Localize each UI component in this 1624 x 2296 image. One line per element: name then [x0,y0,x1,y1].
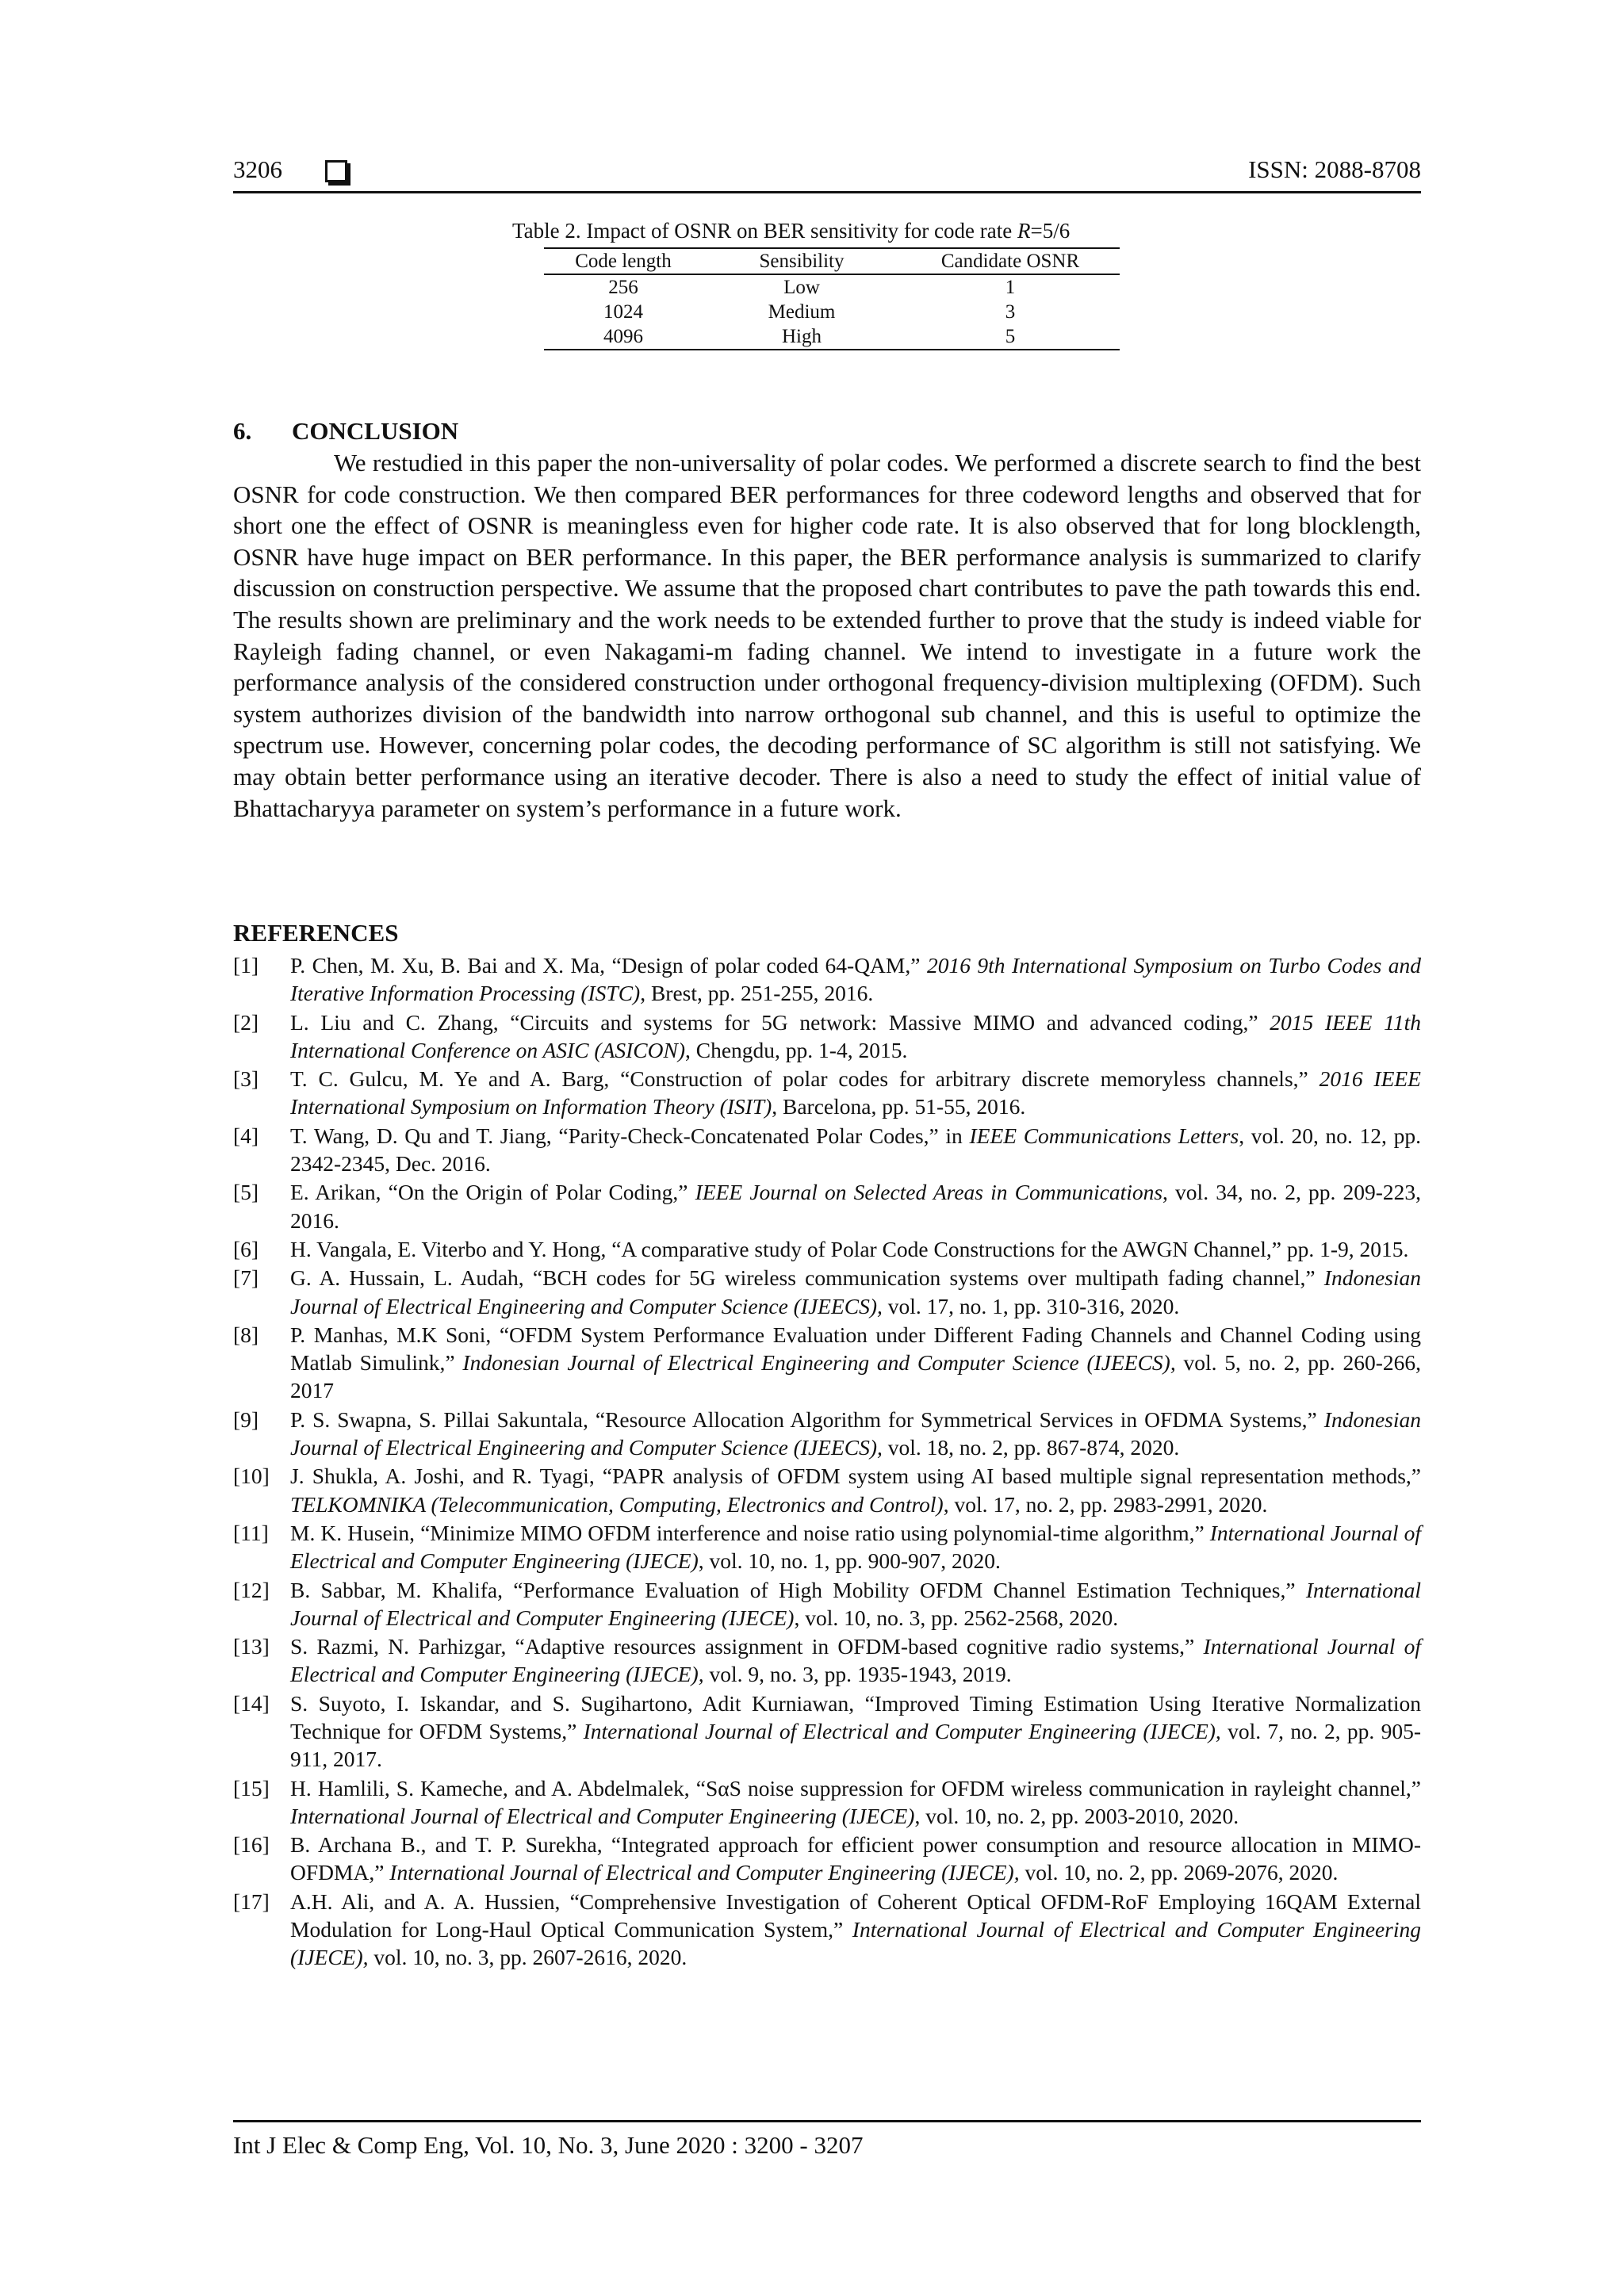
reference-item [233,1235,1421,1263]
table-cell: 1 [1005,276,1016,298]
table-row [544,300,1120,324]
reference-item [233,1122,1421,1177]
reference-index: [2] [233,1009,259,1035]
reference-item [233,1831,1421,1886]
reference-text: B. Sabbar, M. Khalifa, “Performance Evaluation of High Mobility OFDM Channel Estimation Techniques,” [290,1577,1306,1602]
reference-item [233,1065,1421,1120]
reference-item [233,1264,1421,1319]
reference-text: J. Shukla, A. Joshi, and R. Tyagi, “PAPR analysis of OFDM system using AI based multiple signal representation methods,” [290,1464,1421,1489]
reference-venue: TELKOMNIKA (Telecommunication, Computing, Electronics and Control) [290,1491,944,1517]
reference-details: , Chengdu, pp. 1-4, 2015. [684,1037,908,1062]
reference-venue: International Journal of Electrical and Computer Engineering (IJECE) [290,1577,1421,1630]
reference-index: [16] [233,1832,270,1858]
table-cell: 3 [1005,300,1016,323]
reference-text: B. Archana B., and T. P. Surekha, “Integrated approach for efficient power consumption and resource allocation in MIMO-OFDMA,” [290,1832,1421,1885]
reference-details: , vol. 34, no. 2, pp. 209-223, 2016. [290,1180,1421,1233]
reference-index: [5] [233,1180,259,1205]
reference-text: M. K. Husein, “Minimize MIMO OFDM interference and noise ratio using polynomial-time algorithm,” [290,1520,1210,1545]
page-number: 3206 [233,155,282,183]
reference-venue: International Journal of Electrical and Computer Engineering (IJECE), [389,1860,1020,1885]
reference-index: [1] [233,953,259,978]
reference-venue: 2016 IEEE International Symposium on Information Theory (ISIT) [290,1066,1421,1119]
reference-index: [12] [233,1577,270,1602]
reference-text: P. Chen, M. Xu, B. Bai and X. Ma, “Design of polar coded 64-QAM,” [290,953,927,978]
reference-venue: Indonesian Journal of Electrical Engineering and Computer Science (IJEECS), [290,1265,1421,1318]
reference-item [233,1519,1421,1575]
reference-venue: 2016 9th International Symposium on Turbo Codes and Iterative Information Processing (ISTC) [290,953,1421,1006]
reference-index: [13] [233,1634,270,1659]
table-header-cell: Candidate OSNR [901,248,1120,274]
reference-item [233,1321,1421,1405]
reference-details: vol. 9, no. 3, pp. 1935-1943, 2019. [703,1662,1012,1687]
header-square-icon [325,160,347,182]
reference-details: vol. 18, no. 2, pp. 867-874, 2020. [882,1434,1180,1460]
reference-venue: International Journal of Electrical and Computer Engineering (IJECE), [290,1916,1421,1970]
reference-index: [17] [233,1888,270,1914]
reference-text: H. Vangala, E. Viterbo and Y. Hong, “A comparative study of Polar Code Constructions for the AWGN Channel,” pp. 1-9, 2015. [290,1236,1409,1261]
table-header-cell: Code length [544,248,703,274]
table-row [544,274,1120,300]
issn-label: ISSN: 2088-8708 [1248,155,1421,183]
table-row [544,324,1120,350]
reference-item [233,951,1421,1007]
reference-venue: International Journal of Electrical and Computer Engineering (IJECE) [290,1803,915,1828]
reference-details: , vol. 10, no. 2, pp. 2003-2010, 2020. [914,1803,1239,1828]
reference-item [233,1576,1421,1632]
reference-index: [8] [233,1322,259,1347]
reference-index: [11] [233,1520,269,1545]
reference-details: , Barcelona, pp. 51-55, 2016. [772,1094,1026,1119]
reference-index: [6] [233,1236,259,1261]
section-title: CONCLUSION [292,417,459,445]
reference-text: H. Hamlili, S. Kameche, and A. Abdelmalek, “SαS noise suppression for OFDM wireless communication in rayleight channel,” [290,1775,1421,1800]
reference-index: [7] [233,1265,259,1291]
table-cell: Low [783,276,820,298]
page-header [233,155,1421,190]
reference-item [233,1632,1421,1688]
reference-index: [14] [233,1690,270,1716]
reference-details: vol. 10, no. 2, pp. 2069-2076, 2020. [1019,1860,1339,1885]
reference-text: E. Arikan, “On the Origin of Polar Coding,” [290,1180,695,1205]
reference-venue: International Journal of Electrical and Computer Engineering (IJECE), [583,1718,1221,1743]
reference-details: , vol. 10, no. 3, pp. 2562-2568, 2020. [794,1605,1119,1630]
table-cell: 1024 [603,300,643,323]
table-cell: 5 [901,324,1120,350]
reference-index: [15] [233,1775,270,1800]
reference-venue: IEEE Journal on Selected Areas in Communications [695,1180,1163,1205]
section-number: 6. [233,417,252,445]
reference-details: vol. 5, no. 2, pp. 260-266, 2017 [290,1350,1421,1403]
reference-text: S. Razmi, N. Parhizgar, “Adaptive resources assignment in OFDM-based cognitive radio systems,” [290,1634,1204,1659]
reference-index: [9] [233,1406,259,1432]
table-caption: Table 2. Impact of OSNR on BER sensitivity for code rate R=5/6 [512,219,1071,243]
reference-details: vol. 17, no. 1, pp. 310-316, 2020. [882,1293,1180,1318]
reference-item [233,1888,1421,1972]
reference-details: , vol. 10, no. 1, pp. 900-907, 2020. [698,1548,1001,1574]
reference-details: , Brest, pp. 251-255, 2016. [640,981,874,1006]
reference-item [233,1008,1421,1064]
reference-venue: International Journal of Electrical and Computer Engineering (IJECE) [290,1520,1421,1574]
reference-text: T. C. Gulcu, M. Ye and A. Barg, “Construction of polar codes for arbitrary discrete memoryless channels,” [290,1066,1320,1092]
table-cell: 256 [608,276,638,298]
reference-text: S. Suyoto, I. Iskandar, and S. Sugihartono, Adit Kurniawan, “Improved Timing Estimation Using Iterative Normalization Technique for OFDM Systems,” [290,1690,1421,1743]
reference-text: T. Wang, D. Qu and T. Jiang, “Parity-Check-Concatenated Polar Codes,” in [290,1123,970,1148]
reference-text: G. A. Hussain, L. Audah, “BCH codes for 5G wireless communication systems over multipath fading channel,” [290,1265,1324,1291]
table-cell: 4096 [544,324,703,350]
reference-text: P. Manhas, M.K Soni, “OFDM System Performance Evaluation under Different Fading Channels and Channel Coding using Matlab Simulink,” [290,1322,1421,1376]
reference-venue: 2015 IEEE 11th International Conference on ASIC (ASICON) [290,1009,1421,1062]
reference-venue: Indonesian Journal of Electrical Engineering and Computer Science (IJEECS), [290,1406,1421,1460]
reference-details: vol. 7, no. 2, pp. 905-911, 2017. [290,1718,1421,1772]
reference-text: P. S. Swapna, S. Pillai Sakuntala, “Resource Allocation Algorithm for Symmetrical Services in OFDMA Systems,” [290,1406,1324,1432]
table-cell: High [703,324,901,350]
table-cell: Medium [768,300,836,323]
reference-index: [10] [233,1464,270,1489]
reference-details: , vol. 17, no. 2, pp. 2983-2991, 2020. [943,1491,1268,1517]
page-footer: Int J Elec & Comp Eng, Vol. 10, No. 3, June 2020 : 3200 - 3207 [233,2131,864,2159]
reference-item [233,1406,1421,1461]
conclusion-paragraph: We restudied in this paper the non-universality of polar codes. We performed a discrete search to find the best OSNR for code construction. We then compared BER performances for three codeword lengths and observed that for short one the effect of OSNR is meaningless even for higher code rate. It is also observed that for long blocklength, OSNR have huge impact on BER performance. In this paper, the BER performance analysis is summarized to clarify discussion on construction perspective. We assume that the proposed chart contributes to pave the path towards this end. The results shown are preliminary and the work needs to be extended further to prove that the study is indeed viable for Rayleigh fading channel, or even Nakagami-m fading channel. We intend to investigate in a future work the performance analysis of the considered construction under orthogonal frequency-division multiplexing (OFDM). Such system authorizes division of the bandwidth into narrow orthogonal sub channel, and this is useful to optimize the spectrum use. However, concerning polar codes, the decoding performance of SC algorithm is still not satisfying. We may obtain better performance using an iterative decoder. There is also a need to study the effect of initial value of Bhattacharyya parameter on system’s performance in a future work. [233,449,1421,822]
reference-text: L. Liu and C. Zhang, “Circuits and systems for 5G network: Massive MIMO and advanced coding,” [290,1009,1270,1035]
references-list [233,951,1421,1973]
reference-index: [3] [233,1066,259,1092]
reference-item [233,1689,1421,1774]
reference-text: A.H. Ali, and A. A. Hussien, “Comprehensive Investigation of Coherent Optical OFDM-RoF Employing 16QAM External Modulation for Long-Haul Optical Communication System,” [290,1888,1421,1942]
reference-details: , vol. 20, no. 12, pp. 2342-2345, Dec. 2016. [290,1123,1421,1176]
reference-details: vol. 10, no. 3, pp. 2607-2616, 2020. [368,1945,688,1970]
reference-venue: Indonesian Journal of Electrical Engineering and Computer Science (IJEECS), [462,1350,1176,1376]
references-heading: REFERENCES [233,919,399,947]
header-rule [233,191,1421,193]
reference-venue: IEEE Communications Letters [969,1123,1239,1148]
section-heading [233,417,458,446]
table-header-cell: Sensibility [703,248,901,274]
reference-venue: International Journal of Electrical and Computer Engineering (IJECE), [290,1634,1421,1687]
reference-item [233,1462,1421,1517]
reference-item [233,1774,1421,1830]
osnr-table [544,247,1120,350]
table-header-row [544,248,1120,274]
reference-index: [4] [233,1123,259,1148]
reference-item [233,1178,1421,1234]
footer-rule [233,2120,1421,2122]
